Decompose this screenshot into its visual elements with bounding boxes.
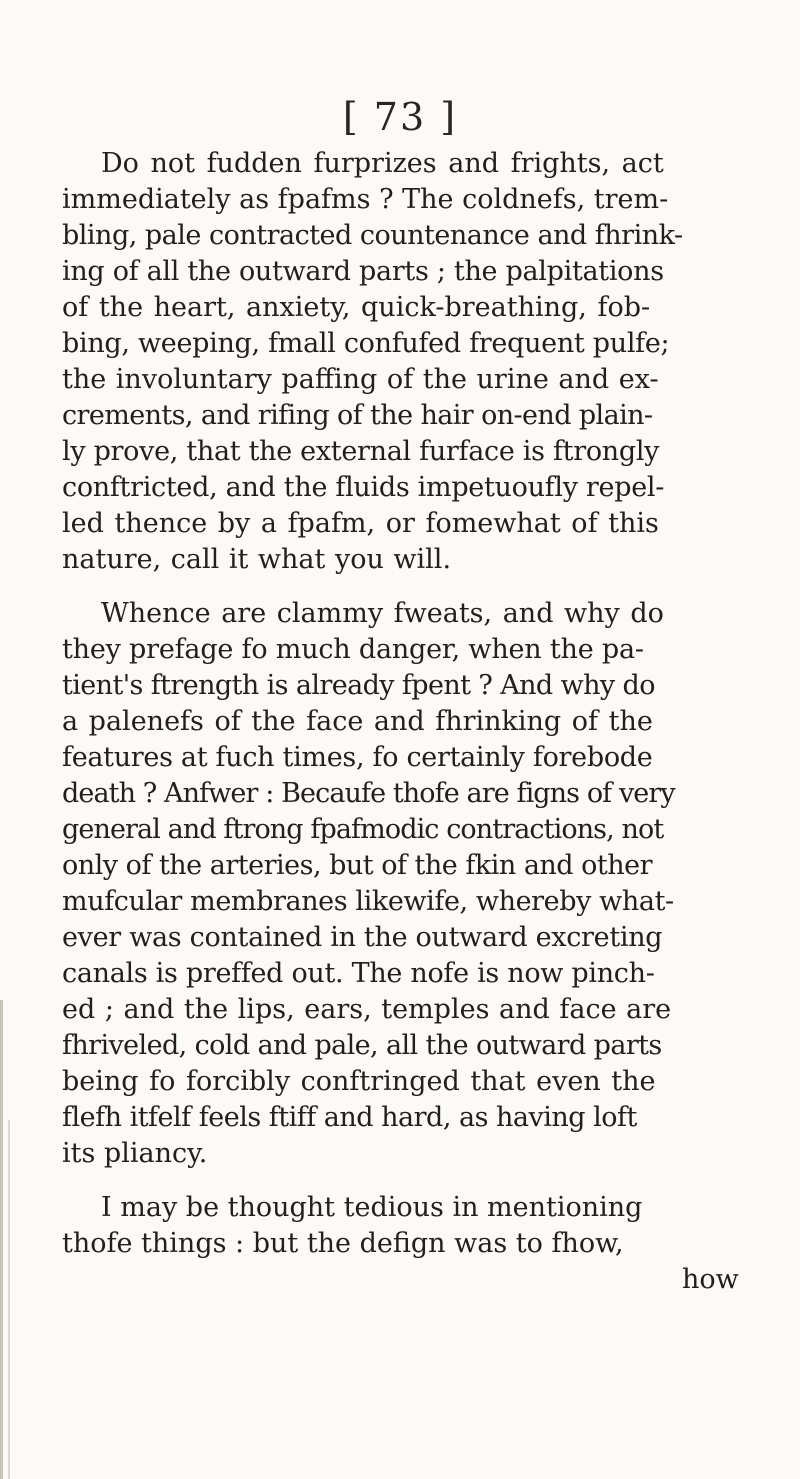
text-line: mufcular membranes likewife, whereby what-: [62, 886, 674, 917]
text-line: features at fuch times, fo certainly forebode: [62, 742, 653, 773]
text-line: immediately as fpafms ? The coldnefs, trem-: [62, 184, 669, 215]
text-line: how: [682, 1264, 739, 1295]
text-line: the involuntary paffing of the urine and ex-: [62, 364, 659, 395]
text-line: only of the arteries, but of the fkin and other: [62, 850, 653, 881]
text-line: death ? Anfwer : Becaufe thofe are figns of very: [62, 778, 675, 809]
text-line: led thence by a fpafm, or fomewhat of this: [62, 508, 659, 539]
text-line: flefh itfelf feels ftiff and hard, as having loft: [62, 1102, 637, 1133]
text-line: thofe things : but the defign was to fhow,: [62, 1228, 624, 1259]
text-line: I may be thought tedious in mentioning: [101, 1192, 643, 1223]
text-line: ever was contained in the outward excreting: [62, 922, 663, 953]
text-line: bling, pale contracted countenance and fhrink-: [62, 220, 683, 251]
text-line: Do not fudden furprizes and frights, act: [101, 148, 664, 179]
page-number: [ 73 ]: [342, 95, 458, 139]
text-line: crements, and rifing of the hair on-end plain-: [62, 400, 653, 431]
text-line: fhriveled, cold and pale, all the outward parts: [62, 1030, 662, 1061]
text-line: its pliancy.: [62, 1138, 208, 1169]
text-line: canals is preffed out. The nofe is now pinch-: [62, 958, 655, 989]
text-line: they prefage fo much danger, when the pa-: [62, 634, 644, 665]
text-line: conftricted, and the fluids impetuoufly repel-: [62, 472, 665, 503]
text-line: of the heart, anxiety, quick-breathing, fob-: [62, 292, 651, 323]
text-line: Whence are clammy fweats, and why do: [101, 598, 664, 629]
text-line: ing of all the outward parts ; the palpitations: [62, 256, 664, 287]
text-line: nature, call it what you will.: [62, 544, 452, 575]
text-line: being fo forcibly conftringed that even the: [62, 1066, 656, 1097]
text-line: a palenefs of the face and fhrinking of the: [62, 706, 653, 737]
page-edge-shadow-inner: [8, 1120, 10, 1479]
text-line: tient's ftrength is already fpent ? And why do: [62, 670, 655, 701]
text-line: bing, weeping, fmall confufed frequent pulfe;: [62, 328, 670, 359]
text-line: ly prove, that the external furface is ftrongly: [62, 436, 660, 467]
page-edge-shadow: [0, 1000, 3, 1479]
text-line: general and ftrong fpafmodic contractions, not: [62, 814, 664, 845]
text-line: ed ; and the lips, ears, temples and face are: [62, 994, 672, 1025]
